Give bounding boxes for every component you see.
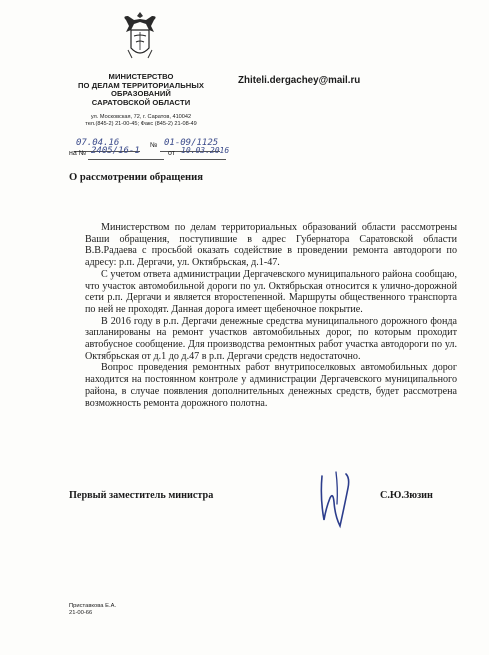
ministry-line: САРАТОВСКОЙ ОБЛАСТИ xyxy=(91,97,191,107)
ministry-line: ОБРАЗОВАНИЙ xyxy=(111,89,171,99)
paragraph: Министерством по делам территориальных образований области рассмотрены Ваши обращения, поступившие в адрес Губернатора Саратовской области В.В.Радаева с просьбой оказать содействие в проведении ремонта автодороги по адресу: р.п. Дергачи, ул. Октябрьская, д.1-47. xyxy=(85,222,457,269)
ref-number-handwritten: 2405/16-1 xyxy=(91,146,140,156)
ref-number-line xyxy=(88,148,164,160)
letter-body xyxy=(85,222,457,409)
ref-prefix: на № xyxy=(69,150,87,157)
date-handwritten: 07.04.16 xyxy=(76,138,120,148)
signatory-title: Первый заместитель министра xyxy=(69,490,214,501)
number-handwritten: 01-09/1125 xyxy=(164,138,219,148)
handwritten-signature-icon xyxy=(300,468,370,538)
address-line: ул. Московская, 72, г. Саратов, 410042 xyxy=(90,114,192,120)
ref-date-line xyxy=(180,146,230,160)
ministry-line: МИНИСТЕРСТВО xyxy=(108,72,174,81)
subject-heading: О рассмотрении обращения xyxy=(69,172,203,183)
address-line: тел.(845-2) 21-00-45; Факс (845-2) 21-08-49 xyxy=(85,120,197,127)
ministry-line: ПО ДЕЛАМ ТЕРРИТОРИАЛЬНЫХ xyxy=(77,80,205,90)
recipient-email: Zhiteli.dergachey@mail.ru xyxy=(238,75,361,86)
paragraph: Вопрос проведения ремонтных работ внутрипоселковых автомобильных дорог находится на постоянном контроле у администрации Дергачевского муниципального района, в случае появления дополнительных денежных средств, будет рассмотрена возможность ремонта дорожного полотна. xyxy=(85,362,457,409)
coat-of-arms-icon xyxy=(118,10,162,64)
signatory-name: С.Ю.Зюзин xyxy=(380,490,433,501)
paragraph: С учетом ответа администрации Дергачевского муниципального района сообщаю, что участок автомобильной дороги по ул. Октябрьская относится к улично-дорожной сети р.п. Дергачи и является второстепенной. Маршруты общественного транспорта по ней не проходят. Данная дорога имеет щебеночное покрытие. xyxy=(85,268,457,315)
paragraph: В 2016 году в р.п. Дергачи денежные средства муниципального дорожного фонда запланированы на ремонт участков автомобильных дорог, по которым проходит автобусное сообщение. Для производства ремонтных работ участка автодороги по ул. Октябрьская от д.1 до д.47 в р.п. Дергачи средств недостаточно. xyxy=(85,315,457,362)
executor-name: Приставкова Е.А. xyxy=(69,603,117,609)
ministry-address xyxy=(62,114,220,127)
ref-from: от xyxy=(168,150,175,157)
executor-info xyxy=(69,603,116,617)
ref-date-handwritten: 10.03.2016 xyxy=(181,146,230,155)
number-sign: № xyxy=(150,142,158,149)
executor-phone: 21-00-66 xyxy=(69,610,93,616)
ministry-name xyxy=(62,73,220,107)
